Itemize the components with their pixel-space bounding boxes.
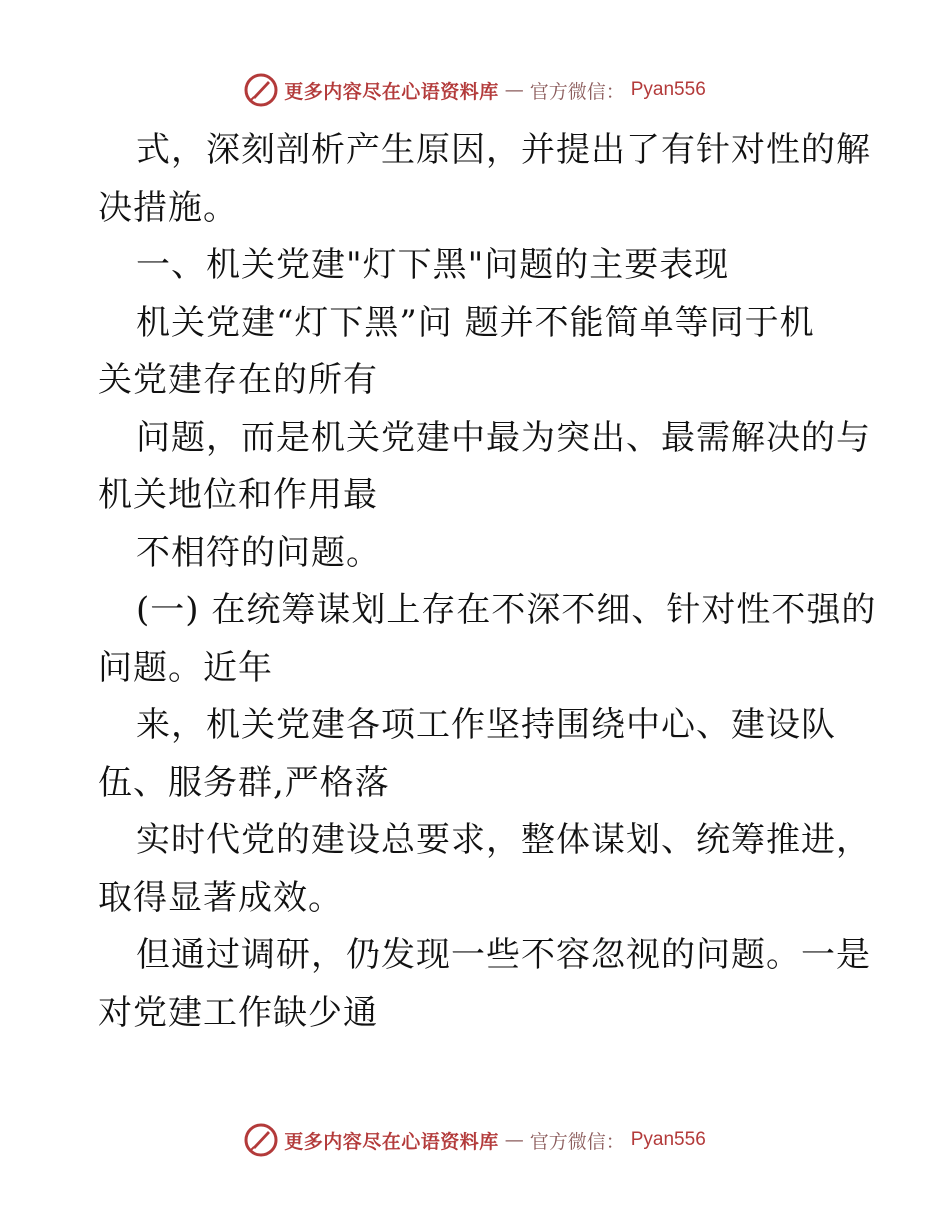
watermark-dash: — [504, 1129, 524, 1151]
body-line-1: 式，深刻剖析产生原因，并提出了有针对性的解 [136, 130, 871, 170]
watermark-brand: 更多内容尽在心语资料库 [284, 80, 499, 103]
watermark-wechat-label: 官方微信： [529, 80, 625, 103]
body-line-15: 但通过调研，仍发现一些不容忽视的问题。一是 [136, 935, 871, 975]
document-body [98, 122, 877, 1042]
body-line-12: 伍、服务群,严格落 [98, 762, 390, 803]
watermark-wechat-id: Pyan556 [630, 1129, 706, 1150]
footer-watermark [0, 1122, 950, 1158]
subsection-heading: (一) 在统筹谋划上存在不深不细、针对性不强的 [136, 590, 877, 630]
body-line-16: 对党建工作缺少通 [98, 992, 378, 1033]
header-watermark [0, 72, 950, 108]
section-heading: 一、机关党建"灯下黑"问题的主要表现 [136, 245, 730, 285]
watermark-wechat-label: 官方微信： [529, 1130, 625, 1153]
body-line-10: 问题。近年 [98, 647, 273, 688]
body-line-5: 关党建存在的所有 [98, 360, 378, 400]
body-line-7: 机关地位和作用最 [98, 475, 378, 515]
quill-seal-icon [244, 1123, 278, 1157]
body-line-2: 决措施。 [98, 187, 238, 228]
watermark-dash: — [504, 79, 524, 101]
body-line-8: 不相符的问题。 [136, 532, 381, 573]
body-line-4: 机关党建“灯下黑”问 题并不能简单等同于机 [136, 302, 815, 343]
body-line-11: 来，机关党建各项工作坚持围绕中心、建设队 [136, 705, 836, 745]
watermark-wechat-id: Pyan556 [630, 79, 706, 100]
body-line-13: 实时代党的建设总要求，整体谋划、统筹推进， [136, 820, 871, 860]
body-line-6: 问题，而是机关党建中最为突出、最需解决的与 [136, 417, 871, 458]
body-line-14: 取得显著成效。 [98, 877, 343, 918]
quill-seal-icon [244, 73, 278, 107]
watermark-brand: 更多内容尽在心语资料库 [284, 1130, 499, 1153]
